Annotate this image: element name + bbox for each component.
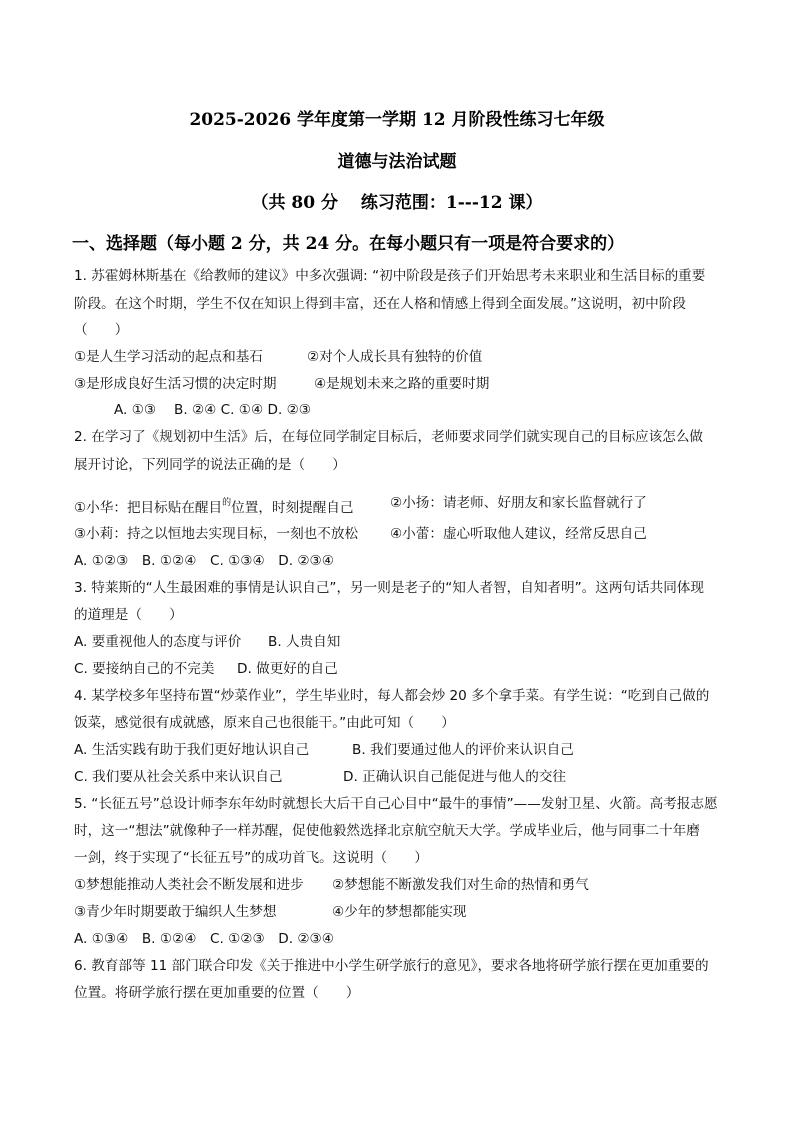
q1-options: A. ①③ B. ②④ C. ①④ D. ②③ — [114, 402, 311, 418]
q1-statement-4: ④是规划未来之路的重要时期 — [314, 376, 490, 392]
q6-stem-line2: 位置。将研学旅行摆在更加重要的位置（ ） — [74, 985, 360, 1001]
q4-stem-line2: 饭菜，感觉很有成就感，原来自己也很能干。”由此可知（ ） — [74, 715, 455, 731]
q5-statement-1: ①梦想能推动人类社会不断发展和进步 — [74, 877, 304, 893]
q4-option-b: B. 我们要通过他人的评价来认识自己 — [352, 742, 574, 758]
q6-stem-line1: 6. 教育部等 11 部门联合印发《关于推进中小学生研学旅行的意见》，要求各地将研学旅行摆在更加重要的 — [74, 958, 709, 974]
q5-stem-line3: 一剑，终于实现了“长征五号”的成功首飞。这说明（ ） — [74, 850, 428, 866]
q3-stem-line2: 的道理是（ ） — [74, 607, 183, 623]
score-range-subtitle: （共 80 分 练习范围：1---12 课） — [251, 193, 543, 213]
q2-stem-line1: 2. 在学习了《规划初中生活》后，在每位同学制定目标后，老师要求同学们就实现自己的目标应该怎么做 — [74, 429, 704, 445]
section-heading-multiple-choice: 一、选择题（每小题 2 分，共 24 分。在每小题只有一项是符合要求的） — [72, 234, 625, 254]
q5-statement-2: ②梦想能不断激发我们对生命的热情和勇气 — [332, 877, 589, 893]
q2-options: A. ①②③ B. ①②④ C. ①③④ D. ②③④ — [74, 553, 334, 569]
q2-statement-1 — [74, 493, 353, 518]
q2-statement-2: ②小扬：请老师、好朋友和家长监督就行了 — [390, 495, 647, 511]
q3-option-d: D. 做更好的自己 — [237, 661, 338, 677]
q3-stem-line1: 3. 特莱斯的“人生最困难的事情是认识自己”，另一则是老子的“知人者智，自知者明”。这两句话共同体现 — [74, 580, 704, 596]
subject-title: 道德与法治试题 — [337, 152, 457, 172]
q5-options: A. ①③④ B. ①②④ C. ①②③ D. ②③④ — [74, 931, 334, 947]
q1-statement-3: ③是形成良好生活习惯的决定时期 — [74, 376, 277, 392]
q3-option-b: B. 人贵自知 — [268, 634, 341, 650]
q2-statement-1-sup: 的 — [222, 498, 232, 508]
q4-option-c: C. 我们要从社会关系中来认识自己 — [74, 769, 283, 785]
q5-stem-line2: 时，这一“想法”就像种子一样苏醒，促使他毅然选择北京航空航天大学。学成毕业后，他与同事二十年磨 — [74, 823, 700, 839]
q1-stem-line2: 阶段。在这个时期，学生不仅在知识上得到丰富，还在人格和情感上得到全面发展。”这说明，初中阶段 — [74, 296, 686, 312]
q2-statement-4: ④小蕾：虚心听取他人建议，经常反思自己 — [390, 526, 647, 542]
q1-stem-line1: 1. 苏霍姆林斯基在《给教师的建议》中多次强调: “初中阶段是孩子们开始思考未来职业和生活目标的重要 — [74, 268, 706, 284]
q1-answer-blank: （ ） — [74, 322, 129, 338]
exam-title: 2025-2026 学年度第一学期 12 月阶段性练习七年级 — [189, 110, 605, 130]
q3-option-c: C. 要接纳自己的不完美 — [74, 661, 215, 677]
q2-stem-line2: 展开讨论，下列同学的说法正确的是（ ） — [74, 457, 346, 473]
q5-statement-4: ④少年的梦想都能实现 — [332, 904, 467, 920]
q4-option-d: D. 正确认识自己能促进与他人的交往 — [343, 769, 567, 785]
q2-statement-1-pre: ①小华：把目标贴在醒目 — [74, 500, 223, 516]
q4-option-a: A. 生活实践有助于我们更好地认识自己 — [74, 742, 310, 758]
q3-option-a: A. 要重视他人的态度与评价 — [74, 634, 242, 650]
q4-stem-line1: 4. 某学校多年坚持布置“炒菜作业”，学生毕业时，每人都会炒 20 多个拿手菜。有学生说：“吃到自己做的 — [74, 688, 710, 704]
q2-statement-1-post: 位置，时刻提醒自己 — [231, 500, 354, 516]
q5-statement-3: ③青少年时期要敢于编织人生梦想 — [74, 904, 277, 920]
q1-statement-1: ①是人生学习活动的起点和基石 — [74, 349, 263, 365]
q1-statement-2: ②对个人成长具有独特的价值 — [307, 349, 483, 365]
q2-statement-3: ③小莉：持之以恒地去实现目标，一刻也不放松 — [74, 526, 359, 542]
q5-stem-line1: 5. “长征五号”总设计师李东年幼时就想长大后干自己心目中“最牛的事情”——发射卫星、火箭。高考报志愿 — [74, 796, 718, 812]
